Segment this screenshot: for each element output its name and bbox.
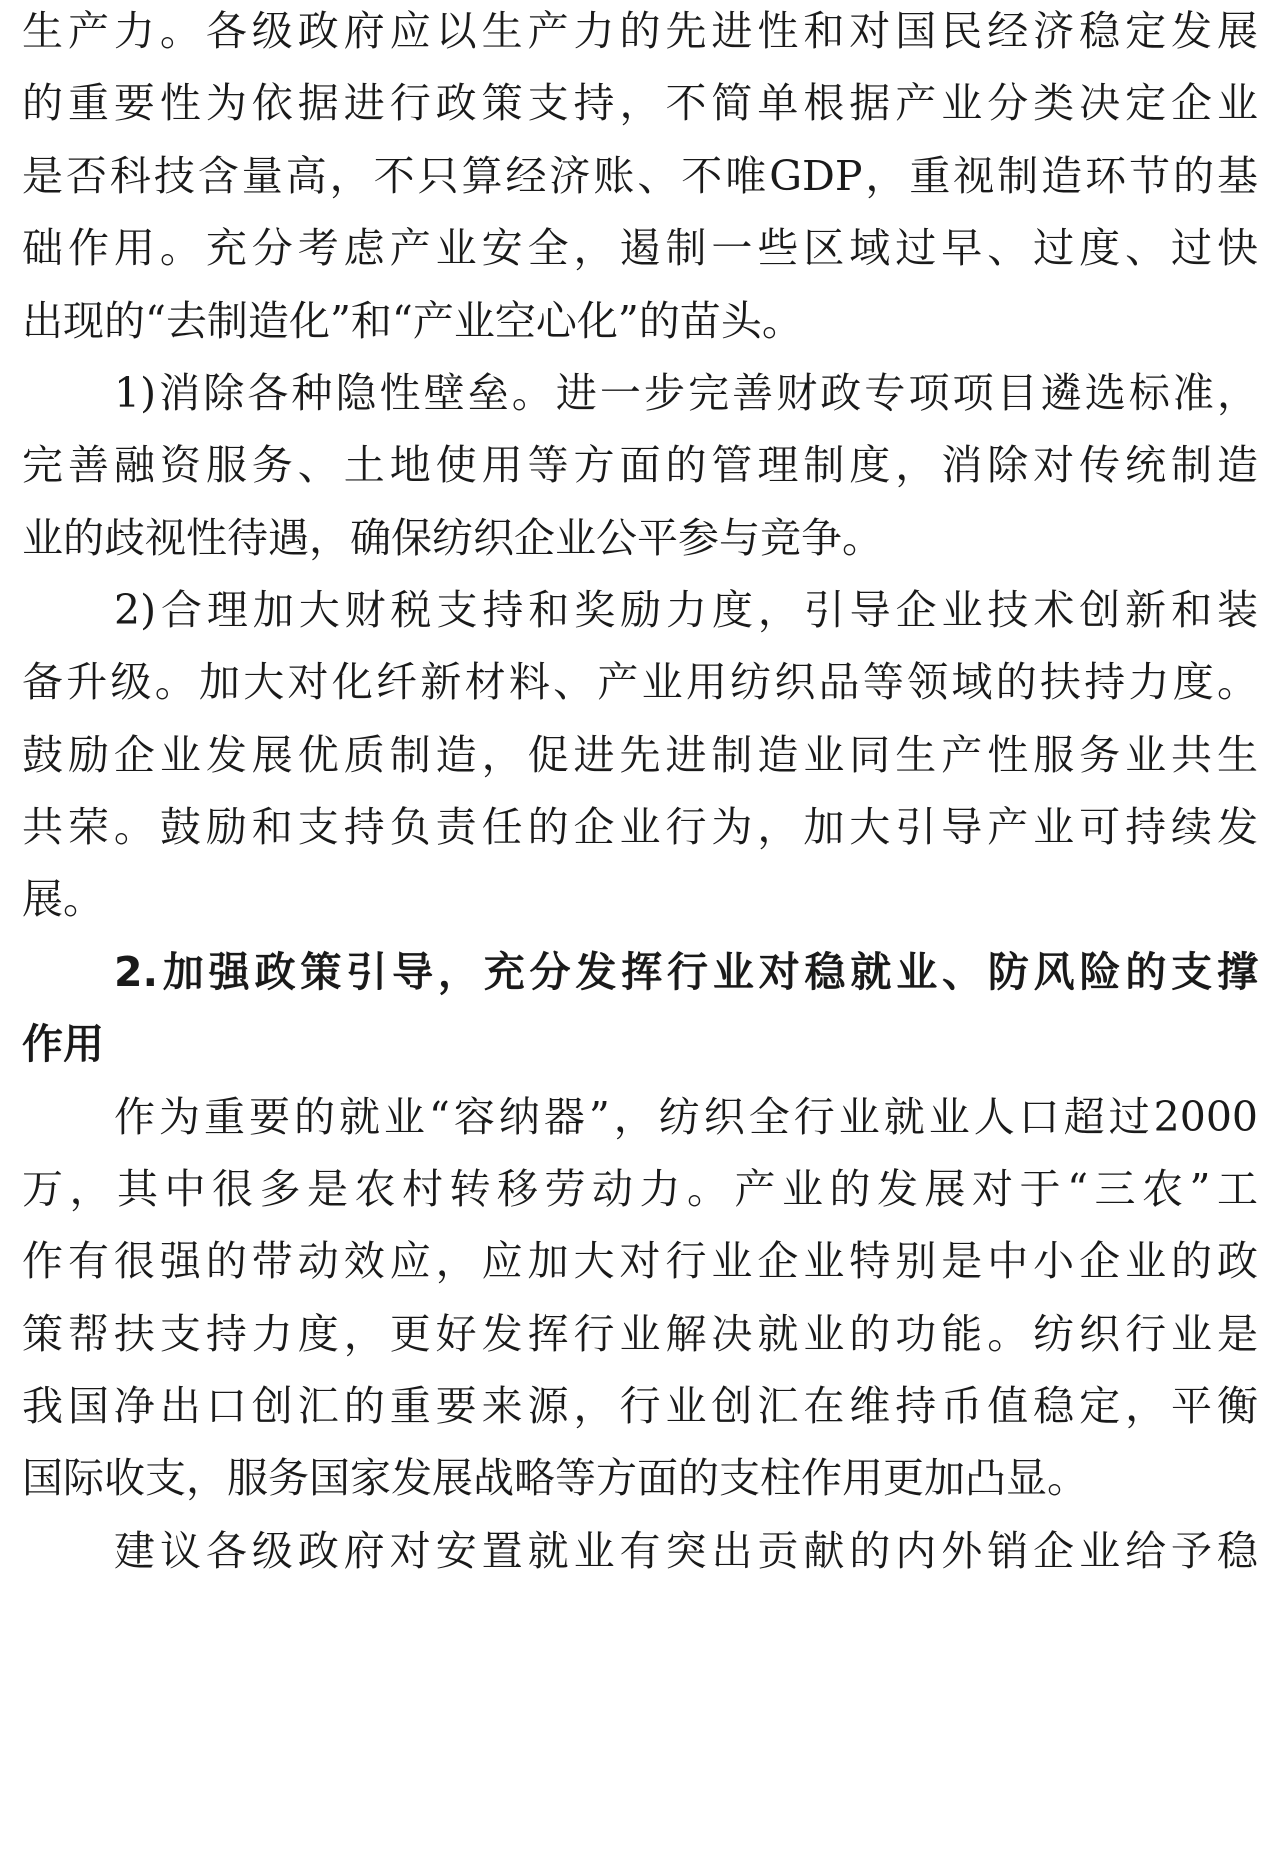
section-heading: 2.加强政策引导，充分发挥行业对稳就业、防风险的支撑 [114, 948, 1258, 996]
text-line: 鼓励企业发展优质制造，促进先进制造业同生产性服务业共生 [22, 731, 1258, 779]
section-heading: 作用 [22, 1020, 104, 1068]
text-line: 作有很强的带动效应，应加大对行业企业特别是中小企业的政 [22, 1237, 1258, 1285]
text-line: 2)合理加大财税支持和奖励力度，引导企业技术创新和装 [114, 586, 1258, 634]
text-line: 展。 [22, 875, 104, 923]
text-line: 万，其中很多是农村转移劳动力。产业的发展对于“三农”工 [22, 1165, 1258, 1213]
text-line: 1)消除各种隐性壁垒。进一步完善财政专项项目遴选标准， [114, 369, 1258, 417]
text-line: 建议各级政府对安置就业有突出贡献的内外销企业给予稳 [114, 1527, 1258, 1575]
text-line: 的重要性为依据进行政策支持，不简单根据产业分类决定企业 [22, 79, 1258, 127]
text-line: 完善融资服务、土地使用等方面的管理制度，消除对传统制造 [22, 441, 1258, 489]
text-line: 备升级。加大对化纤新材料、产业用纺织品等领域的扶持力度。 [22, 658, 1258, 706]
text-line: 业的歧视性待遇，确保纺织企业公平参与竞争。 [22, 514, 883, 562]
text-line: 础作用。充分考虑产业安全，遏制一些区域过早、过度、过快 [22, 224, 1258, 272]
text-line: 策帮扶支持力度，更好发挥行业解决就业的功能。纺织行业是 [22, 1310, 1258, 1358]
text-line: 我国净出口创汇的重要来源，行业创汇在维持币值稳定，平衡 [22, 1382, 1258, 1430]
text-line: 共荣。鼓励和支持负责任的企业行为，加大引导产业可持续发 [22, 803, 1258, 851]
text-line: 作为重要的就业“容纳器”，纺织全行业就业人口超过2000 [114, 1093, 1258, 1141]
text-line: 出现的“去制造化”和“产业空心化”的苗头。 [22, 297, 803, 345]
text-line: 是否科技含量高，不只算经济账、不唯GDP，重视制造环节的基 [22, 152, 1258, 200]
text-line: 国际收支，服务国家发展战略等方面的支柱作用更加凸显。 [22, 1454, 1088, 1502]
text-line: 生产力。各级政府应以生产力的先进性和对国民经济稳定发展 [22, 7, 1258, 55]
